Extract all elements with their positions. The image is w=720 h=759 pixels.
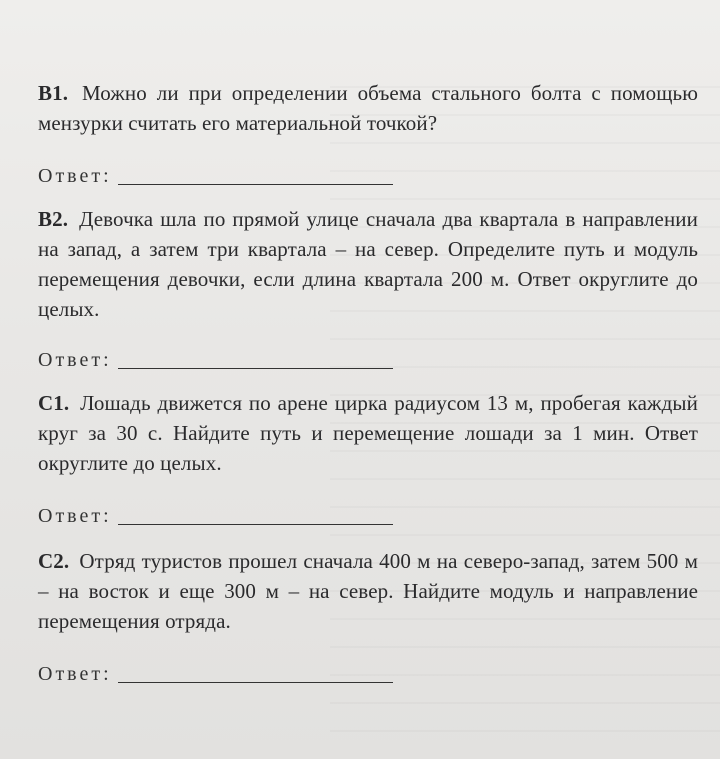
answer-field-b2[interactable]	[38, 342, 698, 372]
task-b2	[38, 204, 698, 324]
answer-field-c1[interactable]	[38, 498, 698, 528]
answer-line[interactable]	[118, 183, 393, 185]
answer-line[interactable]	[118, 367, 393, 369]
task-c2	[38, 546, 698, 636]
task-number: В2.	[38, 207, 69, 231]
answer-label: Ответ:	[38, 349, 112, 371]
answer-field-c2[interactable]	[38, 656, 698, 686]
task-b1	[38, 78, 698, 138]
answer-label: Ответ:	[38, 663, 112, 685]
answer-line[interactable]	[118, 523, 393, 525]
task-number: В1.	[38, 81, 69, 105]
task-number: С2.	[38, 549, 70, 573]
task-number: С1.	[38, 391, 70, 415]
task-text: Можно ли при определении объема стального болта с помощью мензурки считать его материальной точкой?	[38, 81, 698, 135]
answer-line[interactable]	[118, 681, 393, 683]
task-c1	[38, 388, 698, 478]
answer-label: Ответ:	[38, 505, 112, 527]
task-text: Отряд туристов прошел сначала 400 м на северо-запад, затем 500 м – на восток и еще 300 м – на север. Найдите модуль и направление перемещения отряда.	[38, 549, 698, 633]
answer-field-b1[interactable]	[38, 158, 698, 188]
task-text: Девочка шла по прямой улице сначала два квартала в направлении на запад, а затем три квартала – на север. Определите путь и модуль перемещения девочки, если длина квартала 200 м. Ответ округлите до целых.	[38, 207, 698, 321]
answer-label: Ответ:	[38, 165, 112, 187]
task-text: Лошадь движется по арене цирка радиусом 13 м, пробегая каждый круг за 30 с. Найдите путь и перемещение лошади за 1 мин. Ответ округлите до целых.	[38, 391, 698, 475]
task-list	[38, 78, 698, 686]
